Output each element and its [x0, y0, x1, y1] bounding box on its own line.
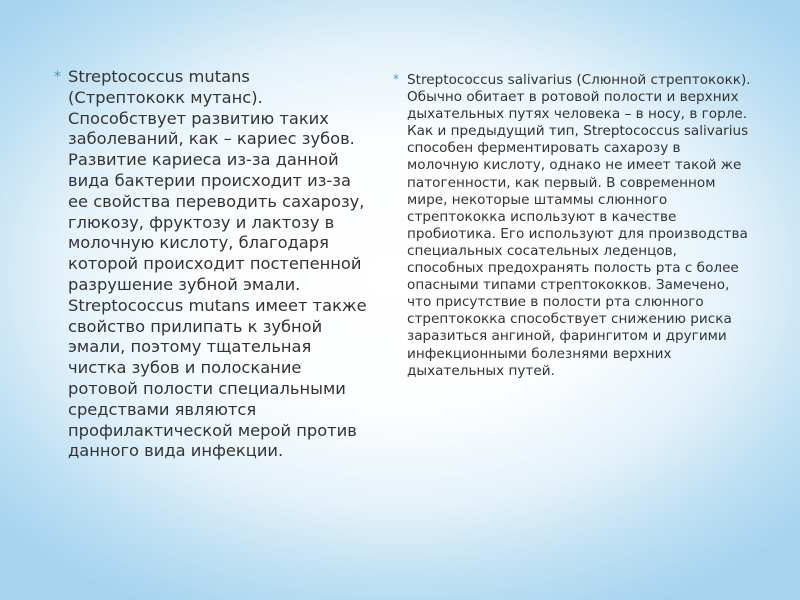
right-paragraph: Streptococcus salivarius (Слюнной стрептококк). Обычно обитает в ротовой полости и верхних дыхательных путях человека – в носу, в горле. Как и предыдущий тип, Streptococcus salivarius способен ферментировать сахарозу в молочную кислоту, однако не имеет такой же патогенности, как первый. В современном мире, некоторые штаммы слюнного стрептококка используют в качестве пробиотика. Его используют для производства специальных сосательных леденцов, способных предохранять полость рта с более опасными типами стрептококков. Замечено, что присутствие в полости рта слюнного стрептококка способствует снижению риска заразиться ангиной, фарингитом и другими инфекционными болезнями верхних дыхательных путей. — [407, 72, 751, 379]
right-bullet-item — [393, 72, 752, 380]
bullet-marker: * — [393, 72, 399, 86]
left-bullet-item — [54, 67, 368, 462]
left-paragraph: Streptococcus mutans (Стрептококк мутанс). Способствует развитию таких заболеваний, как – кариес зубов. Развитие кариеса из-за данной вида бактерии происходит из-за ее свойства переводить сахарозу, глюкозу, фруктозу и лактозу в молочную кислоту, благодаря которой происходит постепенной разрушение зубной эмали. Streptococcus mutans имеет также свойство прилипать к зубной эмали, поэтому тщательная чистка зубов и полоскание ротовой полости специальными средствами являются профилактической мерой против данного вида инфекции. — [68, 67, 367, 461]
bullet-marker: * — [54, 69, 61, 85]
